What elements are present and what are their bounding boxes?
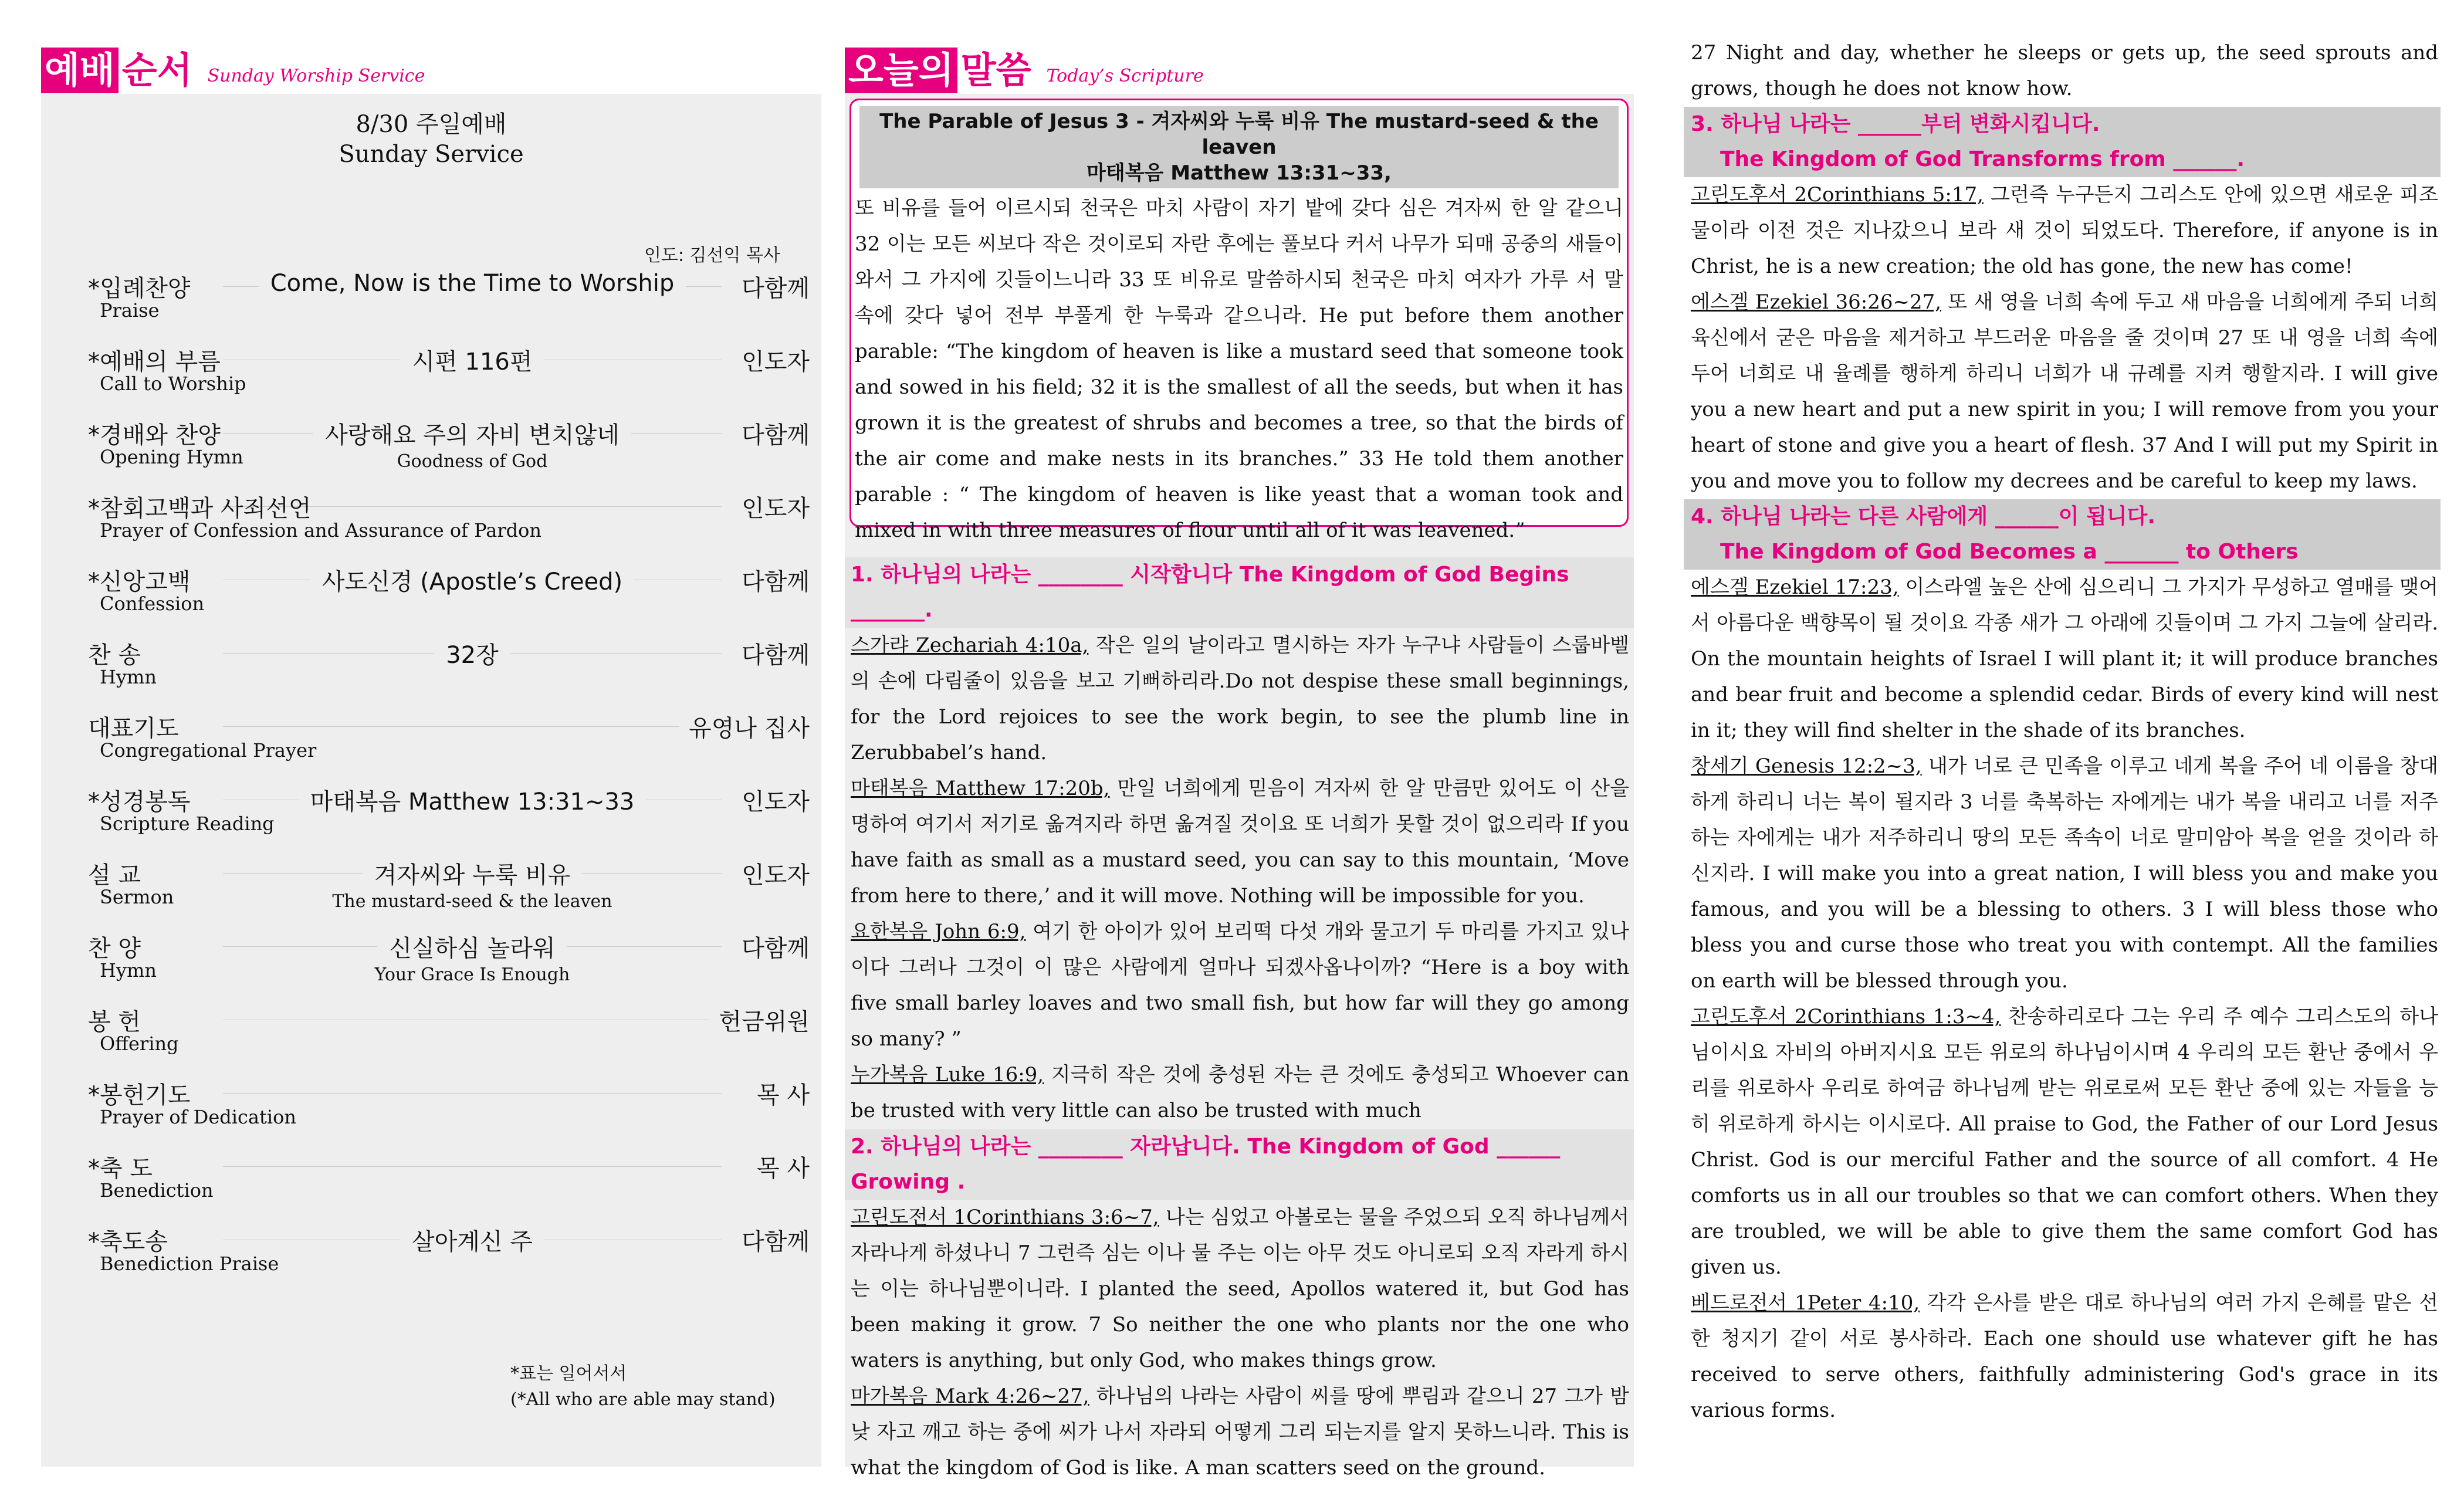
order-item-content-ko: 사랑해요 주의 자비 변치않네: [313, 417, 631, 450]
order-item: [88, 1223, 810, 1288]
leader-line: [223, 1093, 722, 1094]
worship-order-header: [41, 47, 425, 94]
order-item: [88, 343, 810, 408]
order-item-performer: 다함께: [732, 637, 810, 670]
order-item-performer: 다함께: [732, 417, 810, 450]
point-3-heading-ko: 3. 하나님 나라는 ______부터 변화시킵니다.: [1691, 112, 2100, 136]
sermon-notes-continued-column: [1684, 35, 2441, 1473]
order-item: [88, 637, 810, 701]
order-item-performer: 다함께: [732, 930, 810, 963]
verse-text: 그런즉 누구든지 그리스도 안에 있으면 새로운 피조물이라 이전 것은 지나갔으니 보라 새 것이 되었도다. Therefore, if anyone is in Christ, he is a new creation; the old has gone, the new has come!: [1691, 183, 2438, 278]
order-item-content-ko: 마태복음 Matthew 13:31~33: [299, 783, 647, 817]
verse-paragraph: [851, 1057, 1629, 1129]
order-item-content: [223, 930, 722, 985]
order-item-content-en-text: Your Grace Is Enough: [369, 964, 576, 985]
order-item-title-ko: *입례찬양: [88, 275, 191, 302]
scripture-header-part2: 말씀: [960, 49, 1031, 92]
verse-reference: 베드로전서 1Peter 4:10,: [1691, 1291, 1920, 1315]
verse-reference: 고린도후서 2Corinthians 1:3~4,: [1691, 1005, 2001, 1028]
verse-text: 여기 한 아이가 있어 보리떡 다섯 개와 물고기 두 마리를 가지고 있나이다 그러나 그것이 이 많은 사람에게 얼마나 되겠사옵나이까? “Here is a boy with five small barley loaves and two small fish, but how far will they go among so many? ”: [851, 920, 1629, 1051]
verse-paragraph: [1691, 749, 2438, 999]
order-item-title-ko: 찬 송: [88, 642, 141, 669]
verse-reference: 스가랴 Zechariah 4:10a,: [851, 634, 1089, 657]
order-item-content-ko: 32장: [434, 637, 510, 670]
order-item-title-ko: 찬 양: [88, 935, 141, 962]
order-item-title-ko: *예배의 부름: [88, 348, 221, 375]
order-item: [88, 1003, 810, 1068]
order-item-title-en: Scripture Reading: [100, 813, 275, 835]
verse-text: 나는 심었고 아볼로는 물을 주었으되 오직 하나님께서 자라나게 하셨나니 7 그런즉 심는 이나 물 주는 이는 아무 것도 아니로되 오직 자라게 하시는 이는 하나님뿐이니라. I planted the seed, Apollos watered it, but God has been making it grow. 7 So neither the one who plants nor the one who waters is anything, but only God, who makes things grow.: [851, 1206, 1629, 1372]
order-item-title-en: Praise: [100, 299, 160, 321]
point-4-verses: [1684, 570, 2441, 1429]
verse-reference: 에스겔 Ezekiel 17:23,: [1691, 576, 1899, 599]
order-item-title-ko: *성경봉독: [88, 788, 191, 815]
order-item-title-en: Benediction Praise: [100, 1253, 279, 1275]
point-4-heading-ko: 4. 하나님 나라는 다른 사람에게 ______이 됩니다.: [1691, 505, 2156, 529]
verse-text: 이스라엘 높은 산에 심으리니 그 가지가 무성하고 열매를 맺어서 아름다운 백향목이 될 것이요 각종 새가 그 아래에 깃들이며 그 가지 그늘에 살리라. On the mountain heights of Israel I will plant it; it will produce branches and bear fruit and become a splendid cedar. Birds of every kind will nest in it; they will find shelter in the shade of its branches.: [1691, 576, 2438, 742]
order-item: [88, 857, 810, 921]
order-item-performer: 다함께: [732, 1223, 810, 1257]
verse-text: 찬송하리로다 그는 우리 주 예수 그리스도의 하나님이시요 자비의 아버지시요 모든 위로의 하나님이시며 4 우리의 모든 환난 중에서 우리를 위로하사 우리로 하여금 하나님께 받는 위로로써 모든 환난 중에 있는 자들을 능히 위로하게 하시는 이시로다. All praise to God, the Father of our Lord Jesus Christ. God is our merciful Father and the source of all comfort. 4 He comforts us in all our troubles so that we can comfort others. When they are troubled, we will be able to give them the same comfort God has given us.: [1691, 1005, 2438, 1279]
order-item: [88, 563, 810, 628]
order-item-content-en: [223, 891, 722, 912]
order-item-performer: 유영나 집사: [679, 710, 810, 743]
verse-paragraph: [851, 1379, 1629, 1486]
order-item-performer: 인도자: [732, 857, 810, 890]
verse-text: 지극히 작은 것에 충성된 자는 큰 것에도 충성되고 Whoever can be trusted with very little can also be trusted with much: [851, 1063, 1629, 1122]
point-2-verses: [845, 1200, 1634, 1486]
worship-order-column: [41, 47, 821, 1467]
header-label-part2: 순서: [121, 49, 192, 92]
scripture-text: 또 비유를 들어 이르시되 천국은 마치 사람이 자기 밭에 갖다 심은 겨자씨 한 알 같으니 32 이는 모든 씨보다 작은 것이로되 자란 후에는 풀보다 커서 나무가 되매 공중의 새들이 와서 그 가지에 깃들이느니라 33 또 비유로 말씀하시되 천국은 마치 여자가 가루 서 말 속에 갖다 넣어 전부 부풀게 한 누룩과 같으니라. He put before them another parable: “The kingdom of heaven is like a mustard seed that someone took and sowed in his field; 32 it is the smallest of all the seeds, but when it has grown it is the greatest of shrubs and becomes a tree, so that the birds of the air come and make nests in its branches.” 33 He told them another parable : “ The kingdom of heaven is like yeast that a woman took and mixed in with three measures of flour until all of it was leavened.”: [855, 197, 1623, 542]
order-item-title-en: Offering: [100, 1033, 179, 1055]
order-item-title-ko: *축도송: [88, 1228, 168, 1255]
order-item-performer: 인도자: [732, 343, 810, 377]
verse-paragraph: [1691, 177, 2438, 285]
point-1-verses: [845, 628, 1634, 1129]
sermon-notes-panel: [845, 94, 1634, 1480]
point-4-heading: [1684, 499, 2441, 570]
order-item-content: [223, 343, 722, 377]
order-item: [88, 1150, 810, 1214]
order-item-title-ko: 설 교: [88, 862, 141, 889]
point-3-verses: [1684, 177, 2441, 499]
order-item-title-en: Confession: [100, 593, 205, 615]
order-item-performer: 헌금위원: [709, 1003, 810, 1037]
order-item-title-ko: 대표기도: [88, 715, 179, 742]
verse-reference: 고린도전서 1Corinthians 3:6~7,: [851, 1206, 1159, 1229]
verse-paragraph: [851, 1200, 1629, 1379]
header-label-part1: 예배: [41, 48, 119, 93]
verse-text: 각각 은사를 받은 대로 하나님의 여러 가지 은혜를 맡은 선한 청지기 같이 서로 봉사하라. Each one should use whatever gift he has received to serve others, faithfully administering God's grace in its various forms.: [1691, 1291, 2438, 1422]
order-item-content-en: [223, 964, 722, 985]
order-item-performer: 다함께: [732, 270, 810, 303]
order-item-title-ko: *경배와 찬양: [88, 422, 221, 449]
order-item: [88, 417, 810, 481]
verse-paragraph: [851, 771, 1629, 914]
standing-note-en: (*All who are able may stand): [510, 1389, 776, 1410]
scripture-reference: 마태복음 Matthew 13:31~33,: [1087, 161, 1392, 185]
verse-paragraph: [1691, 1285, 2438, 1429]
order-item-title-en: Sermon: [100, 886, 174, 908]
continued-verse-text: 27 Night and day, whether he sleeps or gets up, the seed sprouts and grows, though he does not know how.: [1691, 41, 2438, 100]
verse-reference: 창세기 Genesis 12:2~3,: [1691, 754, 1922, 778]
order-item-performer: 인도자: [732, 783, 810, 817]
order-item-content: [223, 270, 722, 297]
point-3-heading-en: The Kingdom of God Transforms from ______.: [1720, 147, 2245, 171]
point-4-heading-en: The Kingdom of God Becomes a _______ to Others: [1720, 540, 2299, 564]
order-item-title-en: Prayer of Confession and Assurance of Pardon: [100, 519, 541, 541]
order-item-title-ko: *신앙고백: [88, 568, 191, 595]
order-item-content: [223, 637, 722, 670]
verse-reference: 마태복음 Matthew 17:20b,: [851, 777, 1110, 800]
order-item-title-en: Benediction: [100, 1179, 214, 1201]
point-1-heading: 1. 하나님의 나라는 ________ 시작합니다 The Kingdom of God Begins _______.: [845, 557, 1634, 628]
verse-text: 또 새 영을 너희 속에 두고 새 마음을 너희에게 주되 너희 육신에서 굳은 마음을 제거하고 부드러운 마음을 줄 것이며 27 또 내 영을 너희 속에 두어 너희로 내 율례를 행하게 하리니 너희가 내 규례를 지켜 행할지라. I will give you a new heart and put a new spirit in you; I will remove from you your heart of stone and give you a heart of flesh. 37 And I will put my Spirit in you and move you to follow my decrees and be careful to keep my laws.: [1691, 290, 2439, 493]
order-item-title-ko: *참회고백과 사죄선언: [88, 495, 312, 522]
point-3-heading: [1684, 107, 2441, 177]
verse-text: 하나님의 나라는 사람이 씨를 땅에 뿌림과 같으니 27 그가 밤낮 자고 깨고 하는 중에 씨가 나서 자라되 어떻게 그리 되는지를 알지 못하느니라. This is what the kingdom of God is like. A man scatters seed on the ground.: [851, 1385, 1629, 1480]
verse-reference: 마가복음 Mark 4:26~27,: [851, 1385, 1089, 1408]
verse-paragraph: [851, 628, 1629, 771]
order-item: [88, 1077, 810, 1141]
order-item-content-ko: 시편 116편: [401, 343, 544, 377]
order-item: [88, 930, 810, 994]
order-item-title-en: Prayer of Dedication: [100, 1106, 296, 1128]
order-item-content-ko: 사도신경 (Apostle’s Creed): [310, 563, 634, 597]
order-item-content: [223, 1223, 722, 1257]
order-item: [88, 710, 810, 774]
order-item: [88, 783, 810, 848]
scripture-box: [849, 99, 1629, 542]
verse-reference: 에스겔 Ezekiel 36:26~27,: [1691, 290, 1942, 314]
standing-note: [510, 1361, 776, 1413]
order-item-performer: 다함께: [732, 563, 810, 597]
verse-reference: 요한복음 John 6:9,: [851, 920, 1026, 943]
service-leader: 인도: 김선익 목사: [644, 245, 780, 266]
verse-text: 내가 너로 큰 민족을 이루고 네게 복을 주어 네 이름을 창대하게 하리니 너는 복이 될지라 3 너를 축복하는 자에게는 내가 복을 내리고 너를 저주하는 자에게는 내가 저주하리니 땅의 모든 족속이 너로 말미암아 복을 얻을 것이라 하신지라. I will make you into a great nation, I will bless you and make you famous, and you will be a blessing to others. 3 I will bless those who bless you and curse those who treat you with contempt. All the families on earth will be blessed through you.: [1691, 754, 2438, 993]
todays-scripture-column: [845, 47, 1634, 1480]
scripture-title: The Parable of Jesus 3 - 겨자씨와 누룩 비유 The mustard-seed & the leaven: [879, 110, 1599, 159]
order-item-content-en: [223, 451, 722, 472]
order-item: [88, 270, 810, 334]
order-item-title-en: Opening Hymn: [100, 446, 243, 468]
order-item-performer: 목 사: [747, 1150, 810, 1183]
verse-reference: 누가복음 Luke 16:9,: [851, 1063, 1044, 1087]
leader-line: [223, 726, 722, 727]
order-item-performer: 목 사: [747, 1077, 810, 1110]
order-item-title-en: Congregational Prayer: [100, 739, 317, 761]
order-item-content: [223, 857, 722, 912]
order-item-content-ko: Come, Now is the Time to Worship: [259, 270, 686, 297]
verse-paragraph: [1691, 570, 2438, 749]
order-item-content-ko: 겨자씨와 누룩 비유: [363, 857, 583, 890]
order-item: [88, 490, 810, 554]
verse-text: 작은 일의 날이라고 멸시하는 자가 누구냐 사람들이 스룹바벨의 손에 다림줄이 있음을 보고 기뻐하리라.Do not despise these small beginnings, for the Lord rejoices to see the work begin, to see the plumb line in Zerubbabel’s hand.: [851, 634, 1630, 764]
verse-reference: 고린도후서 2Corinthians 5:17,: [1691, 183, 1984, 207]
order-item-content: [223, 783, 722, 817]
scripture-header-subtitle: Today’s Scripture: [1046, 65, 1204, 86]
order-item-content-en-text: Goodness of God: [391, 451, 554, 472]
point-2-section: [845, 1129, 1634, 1486]
order-item-title-ko: *축 도: [88, 1155, 153, 1182]
point-1-section: [845, 557, 1634, 1129]
order-item-title-en: Call to Worship: [100, 373, 246, 395]
scripture-title-bar: [859, 106, 1619, 188]
worship-order-panel: [41, 94, 821, 1467]
scripture-header: [845, 47, 1204, 94]
verse-paragraph: [1691, 999, 2438, 1285]
order-item-title-en: Hymn: [100, 959, 157, 981]
order-item-content-ko: 신실하심 놀라워: [377, 930, 567, 963]
order-item-content-ko: 살아계신 주: [400, 1223, 544, 1257]
point-2-heading: 2. 하나님의 나라는 ________ 자라납니다. The Kingdom of God ______ Growing .: [845, 1129, 1634, 1200]
verse-paragraph: [1691, 285, 2438, 499]
order-item-performer: 인도자: [732, 490, 810, 523]
order-item-content-en-text: The mustard-seed & the leaven: [326, 891, 618, 912]
verse-text: 만일 너희에게 믿음이 겨자씨 한 알 만큼만 있어도 이 산을 명하여 여기서 저기로 옮겨지라 하면 옮겨질 것이요 또 너희가 못할 것이 없으리라 If you have faith as small as a mustard seed, you can say to this mountain, ‘Move from here to there,’ and it will move. Nothing will be impossible for you.: [851, 777, 1629, 908]
order-item-title-ko: *봉헌기도: [88, 1082, 191, 1109]
order-item-title-en: Hymn: [100, 666, 157, 688]
order-item-content: [223, 563, 722, 597]
leader-line: [223, 1166, 722, 1167]
header-subtitle: Sunday Worship Service: [207, 65, 425, 86]
service-title-ko: 8/30 주일예배: [356, 111, 507, 138]
service-title-en: Sunday Service: [339, 141, 524, 168]
order-item-title-ko: 봉 헌: [88, 1008, 141, 1035]
scripture-header-part1: 오늘의: [845, 48, 957, 93]
order-item-content: [223, 417, 722, 472]
verse-paragraph: [851, 914, 1629, 1057]
standing-note-ko: *표는 일어서서: [510, 1363, 627, 1384]
